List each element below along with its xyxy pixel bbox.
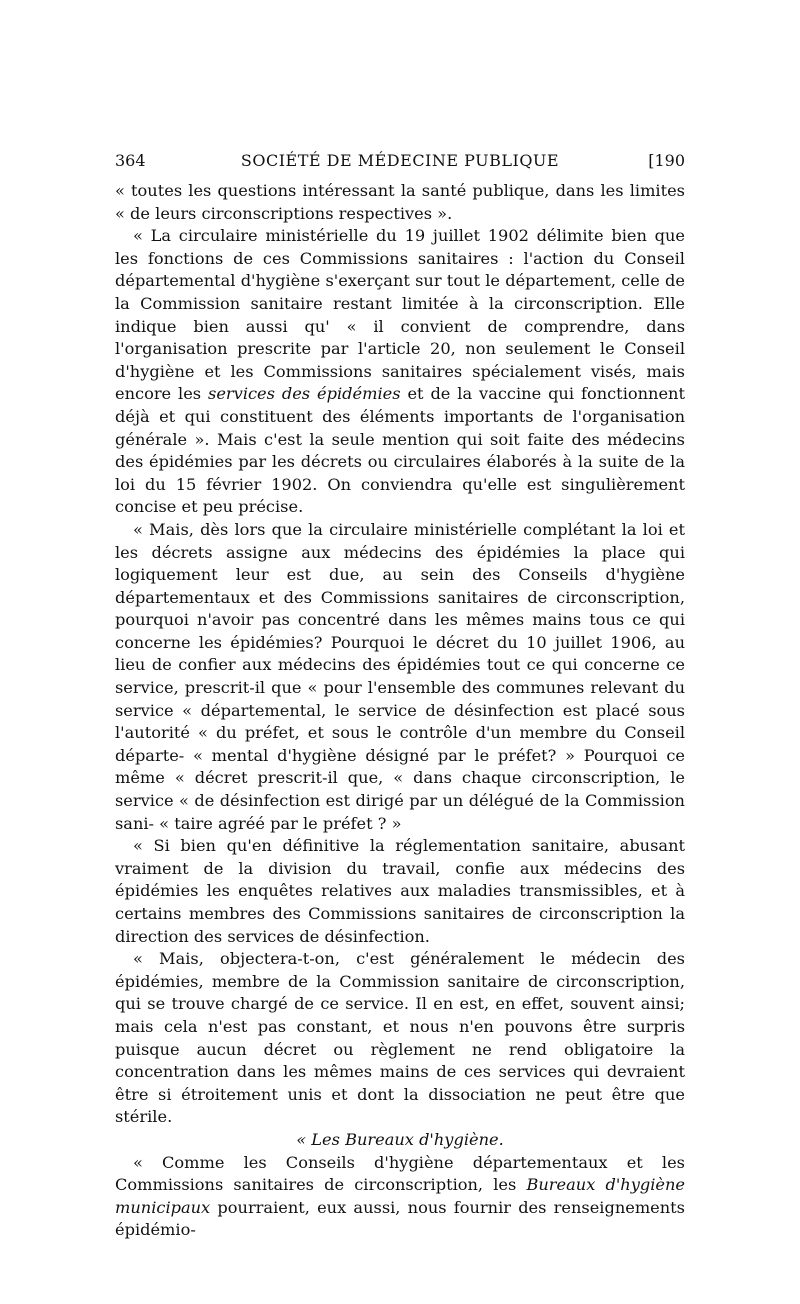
- paragraph: « Mais, objectera-t-on, c'est généralement le médecin des épidémies, membre de la Commission sanitaire de circonscription, qui se trouve chargé de ce service. Il en est, en effet, souvent ainsi; mais cela n'est pas constant, et nous n'en pouvons être surpris puisque aucun décret ou règlement ne rend obligatoire la concentration dans les mêmes mains de ces services qui devraient être si étroitement unis et dont la dissociation ne peut être que stérile.: [115, 949, 685, 1127]
- paragraph: « toutes les questions intéressant la santé publique, dans les limites « de leurs circonscriptions respectives ».: [115, 181, 685, 223]
- italic-phrase: services des épidémies: [208, 384, 401, 404]
- running-title: SOCIÉTÉ DE MÉDECINE PUBLIQUE: [240, 151, 560, 170]
- paragraph-text: « La circulaire ministérielle du 19 juillet 1902 délimite bien que les fonctions de ces Commissions sanitaires : l'action du Conseil départemental d'hygiène s'exerçant sur tout le département, celle de la Commission sanitaire restant limitée à la circonscription. Elle indique bien aussi qu' « il convient de comprendre, dans l'organisation prescrite par l'article 20, non seulement le Conseil d'hygiène et les Commissions sanitaires spécialement visés, mais encore les: [115, 226, 685, 404]
- body-text: [115, 180, 685, 1242]
- page-marker: [190: [648, 151, 685, 170]
- paragraph: « Mais, dès lors que la circulaire ministérielle complétant la loi et les décrets assigne aux médecins des épidémies la place qui logiquement leur est due, au sein des Conseils d'hygiène départementaux et des Commissions sanitaires de circonscription, pourquoi n'avoir pas concentré dans les mêmes mains tous ce qui concerne les épidémies? Pourquoi le décret du 10 juillet 1906, au lieu de confier aux médecins des épidémies tout ce qui concerne ce service, prescrit-il que « pour l'ensemble des communes relevant du service « départemental, le service de désinfection est placé sous l'autorité « du préfet, et sous le contrôle d'un membre du Conseil départe- « mental d'hygiène désigné par le préfet? » Pourquoi ce même « décret prescrit-il que, « dans chaque circonscription, le service « de désinfection est dirigé par un délégué de la Commission sani- « taire agréé par le préfet ? »: [115, 519, 685, 833]
- paragraph-text: pourraient, eux aussi, nous fournir des renseignements épidémio-: [115, 1197, 685, 1240]
- paragraph: [115, 225, 685, 519]
- paragraph: « Si bien qu'en définitive la réglementation sanitaire, abusant vraiment de la division du travail, confie aux médecins des épidémies les enquêtes relatives aux maladies transmissibles, et à certains membres des Commissions sanitaires de circonscription la direction des services de désinfection.: [115, 836, 685, 946]
- italic-phrase: Bureaux d'hygiène municipaux: [115, 1175, 685, 1217]
- page-number: 364: [115, 151, 146, 170]
- paragraph-text: et de la vaccine qui fonctionnent déjà et qui constituent des éléments importants de l'organisation générale ». Mais c'est la seule mention qui soit faite des médecins des épidémies par les décrets ou circulaires élaborés à la suite de la loi du 15 février 1902. On conviendra qu'elle est singulièrement concise et peu précise.: [115, 384, 685, 517]
- section-title: « Les Bureaux d'hygiène.: [296, 1129, 504, 1149]
- paragraph: [115, 1152, 685, 1242]
- paragraph-text: « Comme les Conseils d'hygiène départementaux et les Commissions sanitaires de circonscription, les: [115, 1152, 685, 1195]
